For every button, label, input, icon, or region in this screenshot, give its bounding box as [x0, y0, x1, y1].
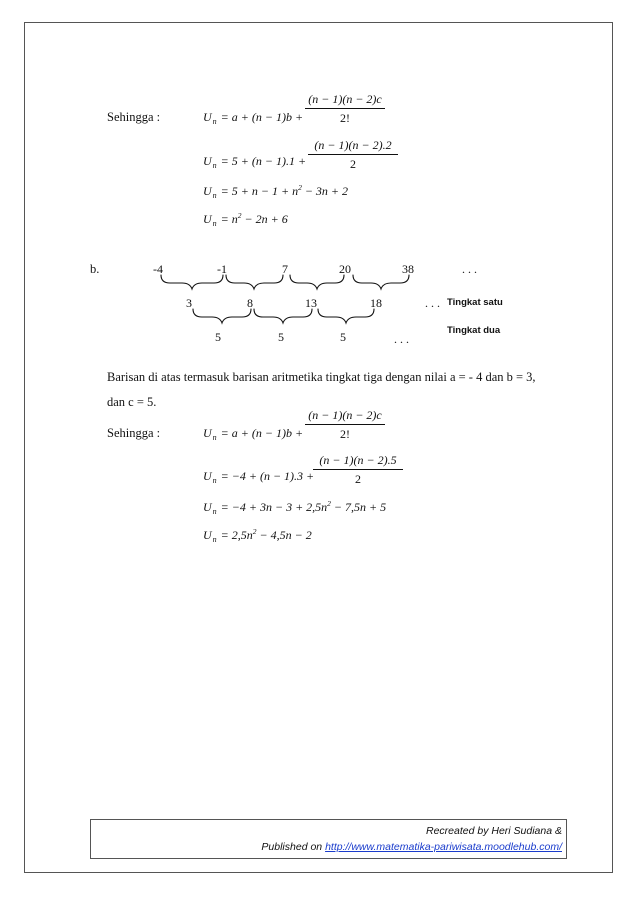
row1-term: -1	[217, 262, 227, 276]
row3-term: 5	[278, 330, 284, 344]
row2-dots: . . .	[425, 296, 440, 310]
footer-published	[261, 841, 562, 853]
part-a-eq3: $U_n = 5 + n - 1 + n^2 - 3n + 2$	[203, 183, 349, 200]
part-b-eq1: $U_n = a + (n - 1)b$ +	[203, 426, 304, 442]
brace-icon	[254, 309, 312, 323]
paragraph-line-2: dan c = 5.	[107, 395, 157, 409]
brace-icon	[193, 309, 251, 323]
row2-term: 13	[305, 296, 317, 310]
brace-icon	[353, 275, 409, 289]
level-one-label: Tingkat satu	[447, 297, 503, 308]
row1-term: 7	[282, 262, 288, 276]
footer-credit: Recreated by Heri Sudiana &	[426, 825, 562, 837]
row1-term: 38	[402, 262, 414, 276]
row2-term: 3	[186, 296, 192, 310]
row3-term: 5	[340, 330, 346, 344]
brace-icon	[161, 275, 223, 289]
part-b-label: Sehingga :	[107, 426, 161, 440]
brace-icon	[290, 275, 344, 289]
row1-dots: . . .	[462, 262, 477, 276]
part-b-eq2-fraction: $\frac{(n - 1)(n - 2).5}{2}$	[313, 453, 403, 487]
part-a-eq2-fraction: $\frac{(n - 1)(n - 2).2}{2}$	[308, 138, 398, 172]
row1-term: 20	[339, 262, 351, 276]
part-a-eq2: $U_n = 5 + (n - 1).1$ +	[203, 154, 307, 170]
row3-dots: . . .	[394, 332, 409, 346]
part-b-marker: b.	[90, 262, 100, 276]
row2-term: 8	[247, 296, 253, 310]
footer-published-prefix: Published on	[261, 841, 326, 853]
part-a-eq1-fraction: $\frac{(n - 1)(n - 2)c}{2!}$	[305, 92, 385, 126]
level-two-label: Tingkat dua	[447, 325, 501, 336]
brace-icon	[226, 275, 283, 289]
part-a-label: Sehingga :	[107, 110, 161, 124]
row2-term: 18	[370, 296, 382, 310]
part-b-eq1-fraction: $\frac{(n - 1)(n - 2)c}{2!}$	[305, 408, 385, 442]
row3-term: 5	[215, 330, 221, 344]
brace-icon	[318, 309, 374, 323]
part-a-eq1: $U_n = a + (n - 1)b$ +	[203, 110, 304, 126]
part-b-eq4: $U_n = 2,5n^2 - 4,5n - 2$	[203, 527, 312, 544]
footer-box	[90, 819, 567, 859]
part-b-eq2: $U_n = -4 + (n - 1).3$ +	[203, 469, 315, 485]
row1-term: -4	[153, 262, 163, 276]
part-a-eq4: $U_n = n^2 - 2n + 6$	[203, 211, 288, 228]
part-b-eq3: $U_n = -4 + 3n - 3 + 2,5n^2 - 7,5n + 5$	[203, 499, 387, 516]
paragraph-line-1: Barisan di atas termasuk barisan aritmetika tingkat tiga dengan nilai a = - 4 dan b = 3,	[107, 370, 536, 384]
footer-link[interactable]: http://www.matematika-pariwisata.moodlehub.com/	[325, 841, 562, 853]
